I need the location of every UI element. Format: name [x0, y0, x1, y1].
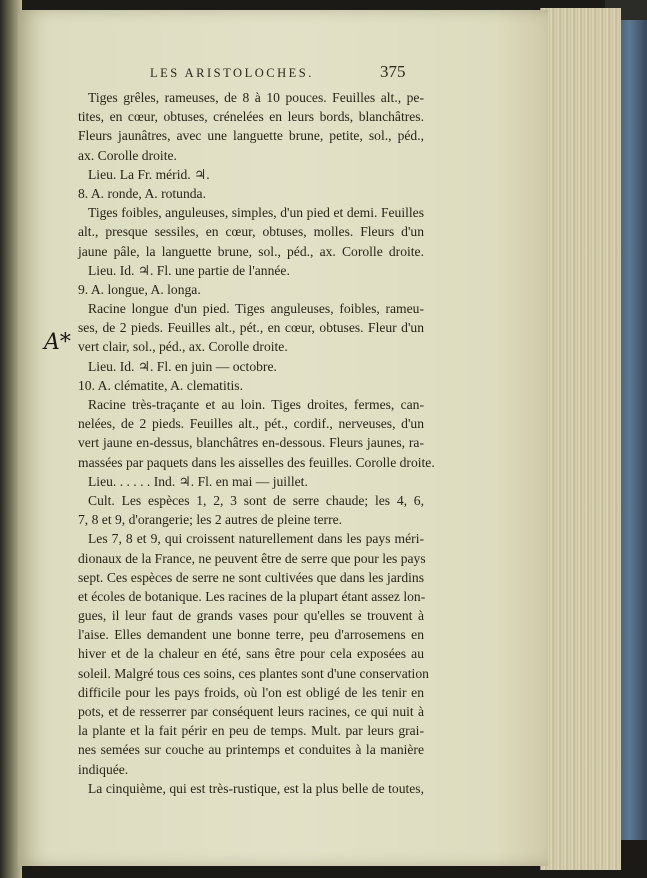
text-line: tites, en cœur, obtuses, crénelées en leurs bords, blanchâtres.	[78, 109, 424, 125]
text-line: Cult. Les espèces 1, 2, 3 sont de serre chaude; les 4, 6,	[88, 492, 424, 508]
text-line: 8. A. ronde, A. rotunda.	[78, 185, 206, 201]
text-line: indiquée.	[78, 761, 129, 777]
page-body	[78, 88, 435, 798]
text-line: Tiges grêles, rameuses, de 8 à 10 pouces. Feuilles alt., pe-	[88, 90, 424, 105]
text-line: gues, il leur faut de grands vases pour qu'elles se trouvent à	[78, 608, 424, 624]
text-line: nelées, de 2 pieds. Feuilles alt., pét., cordif., nerveuses, d'un	[78, 416, 424, 432]
text-line: sept. Ces espèces de serre ne sont cultivées que dans les jardins	[78, 569, 424, 585]
text-line: 9. A. longue, A. longa.	[78, 281, 201, 297]
text-line: jaune pâle, la languette brune, sol., péd., ax. Corolle droite.	[78, 243, 424, 259]
text-line: soleil. Malgré tous ces soins, ces plantes sont d'une conservation	[78, 665, 429, 681]
text-line: vert jaune en-dessus, blanchâtres en-dessous. Fleurs jaunes, ra-	[78, 435, 424, 451]
text-line: Racine très-traçante et au loin. Tiges droites, fermes, can-	[88, 397, 424, 412]
text-line: hiver et de la chaleur en été, sans être pour cela exposées au	[78, 646, 424, 662]
text-line: Les 7, 8 et 9, qui croissent naturellement dans les pays méri-	[88, 531, 424, 547]
text-line: Lieu. La Fr. mérid. ♃.	[88, 166, 210, 182]
page-number: 375	[380, 62, 406, 81]
text-line: ax. Corolle droite.	[78, 147, 177, 163]
text-line: la plante et la fait périr en peu de temps. Mult. par leurs grai-	[78, 723, 424, 739]
text-line: Lieu. Id. ♃. Fl. en juin — octobre.	[88, 358, 277, 374]
text-line: 10. A. clématite, A. clematitis.	[78, 377, 243, 393]
text-line: vert clair, sol., péd., ax. Corolle droite.	[78, 339, 288, 355]
text-line: et écoles de botanique. Les racines de la plupart étant assez lon-	[78, 588, 426, 604]
text-line: ses, de 2 pieds. Feuilles alt., pét., en cœur, obtuses. Fleur d'un	[78, 320, 424, 336]
text-line: pots, et de resserrer par conséquent leurs racines, ce qui nuit à	[78, 704, 424, 719]
text-line: difficile pour les pays froids, où l'on est obligé de les tenir en	[78, 684, 424, 700]
running-header: LES ARISTOLOCHES.	[150, 66, 314, 80]
text-line: l'aise. Elles demandent une bonne terre, peu d'arrosemens en	[78, 627, 424, 643]
text-line: 7, 8 et 9, d'orangerie; les 2 autres de pleine terre.	[78, 512, 343, 528]
text-line: dionaux de la France, ne peuvent être de serre que pour les pays	[78, 550, 426, 566]
text-line: Lieu. Id. ♃. Fl. une partie de l'année.	[88, 262, 290, 278]
text-line: La cinquième, qui est très-rustique, est la plus belle de toutes,	[88, 780, 424, 796]
page-edges	[540, 8, 621, 870]
text-line: Racine longue d'un pied. Tiges anguleuses, foibles, rameu-	[88, 301, 424, 317]
text-line: massées par paquets dans les aisselles des feuilles. Corolle droite.	[78, 454, 435, 470]
text-line: Fleurs jaunâtres, avec une languette brune, petite, sol., péd.,	[78, 128, 424, 144]
text-line: Lieu. . . . . . Ind. ♃. Fl. en mai — juillet.	[88, 473, 308, 489]
handwritten-annotation: A*	[44, 330, 71, 355]
text-line: alt., presque sessiles, en cœur, obtuses, molles. Fleurs d'un	[78, 224, 424, 240]
text-line: nes semées sur couche au printemps et conduites à la manière	[78, 742, 424, 758]
text-line: Tiges foibles, anguleuses, simples, d'un pied et demi. Feuilles	[88, 205, 424, 221]
